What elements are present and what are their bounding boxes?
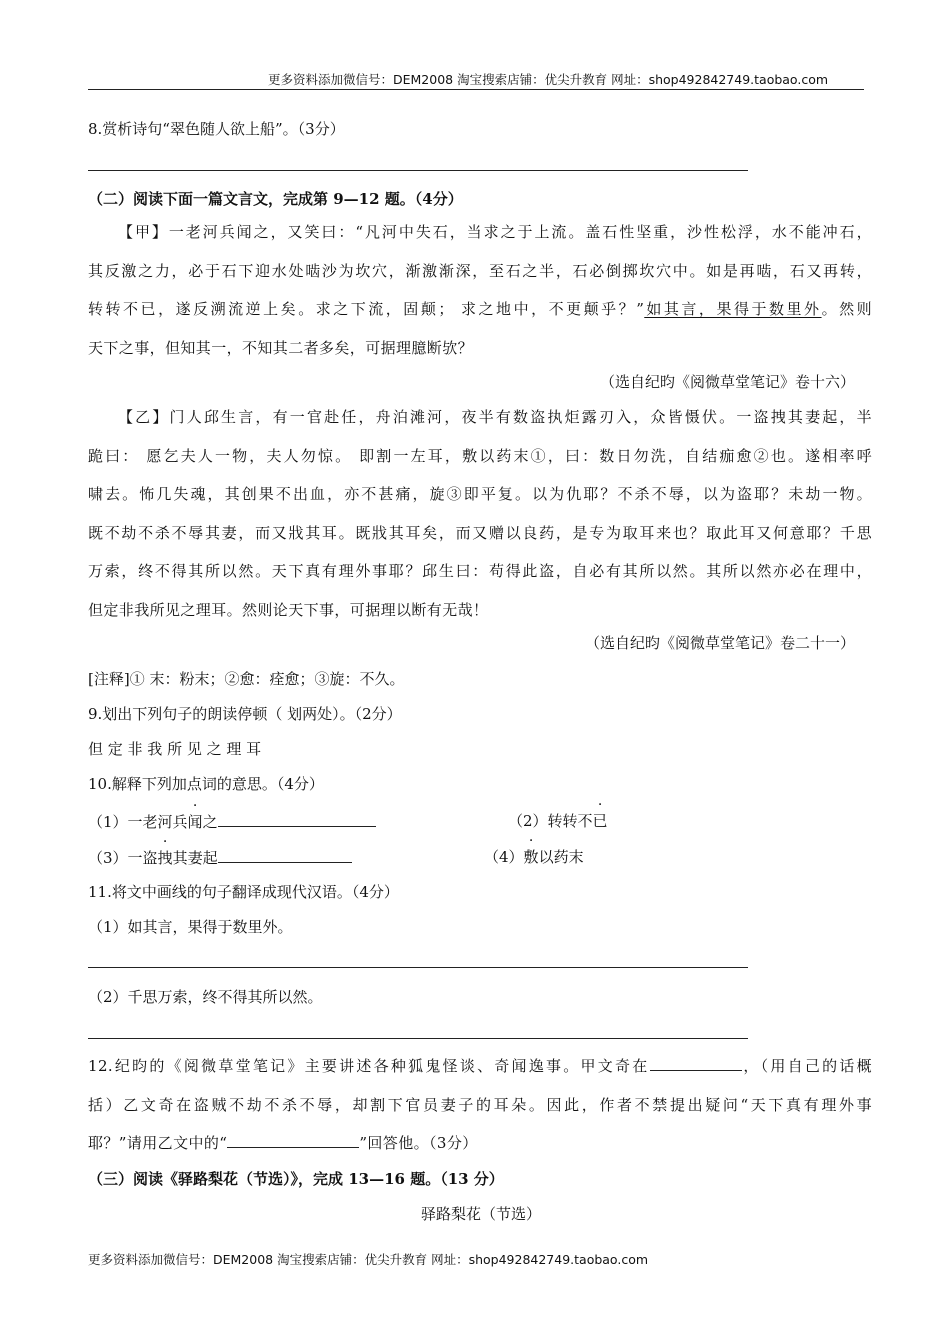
question-11-item-2: （2）千思万索，终不得其所以然。 (88, 988, 323, 1006)
passage-jia-line-3 (88, 290, 872, 329)
passage-jia-line: 天下之事，但知其一，不知其二者多矣，可据理臆断欤？ (88, 338, 474, 357)
question-11: 11.将文中画线的句子翻译成现代汉语。（4分） (88, 883, 399, 901)
answer-blank-q10-1[interactable] (218, 810, 376, 827)
header-rule (88, 89, 864, 90)
question-12-line-3 (88, 1124, 872, 1163)
answer-line-q11-2[interactable] (88, 1038, 748, 1039)
passage-yi-line: 既不劫不杀不辱其妻，而又戕其耳。既戕其耳矣，而又赠以良药，是专为取耳来也？取此耳又何意耶？千思 (88, 523, 872, 542)
answer-line-q8 (88, 170, 748, 171)
section-3-title: （三）阅读《驿路梨花（节选）》，完成 13—16 题。（13 分） (88, 1170, 504, 1188)
question-11-item-1: （1）如其言，果得于数里外。 (88, 918, 293, 936)
question-10: 10.解释下列加点词的意思。（4分） (88, 775, 324, 793)
question-12-line-2: 括）乙文奇在盗贼不劫不杀不辱，却割下官员妻子的耳朵。因此，作者不禁提出疑问“天下真有理外事 (88, 1095, 872, 1114)
passage-yi-line: 啸去。怖几失魂，其创果不出血，亦不甚痛，旋③即平复。以为仇耶？不杀不辱，以为盗耶？未劫一物。 (88, 485, 872, 503)
question-12 (88, 1047, 872, 1163)
passage-jia-line3-post: 。然则 (821, 300, 872, 318)
question-9-sentence: 但 定 非 我 所 见 之 理 耳 (88, 740, 262, 758)
passage-jia-line: 其反激之力，必于石下迎水处啮沙为坎穴，渐激渐深，至石之半，石必倒掷坎穴中。如是再啮，石又再转， (88, 261, 872, 280)
q10-item1-post: 之 (202, 813, 218, 831)
annotations: [注释]① 末：粉末；②愈：痊愈；③旋：不久。 (88, 670, 405, 688)
emphasis-dot-word: 拽 (157, 849, 173, 867)
emphasis-dot-word: 敷 (523, 848, 539, 866)
q10-item1-pre: （1）一老河兵 (88, 813, 188, 831)
question-8: 8.赏析诗句“翠色随人欲上船”。（3分） (88, 120, 345, 138)
passage-jia-line: 【甲】一老河兵闻之，又笑曰：“凡河中失石，当求之于上流。盖石性坚重，沙性松浮，水不能冲石， (118, 223, 872, 241)
header-text: 更多资料添加微信号：DEM2008 淘宝搜索店铺：优尖升教育 网址：shop492842749.taobao.com (268, 72, 829, 87)
q12-line3-post: ”回答他。（3分） (359, 1134, 478, 1152)
emphasis-dot-word: 闻 (187, 813, 203, 831)
passage-yi-line: 跪曰： 愿乞夫人一物，夫人勿惊。 即割一左耳，敷以药末①，曰：数日勿洗，自结痂愈②也。遂相率呼 (88, 446, 872, 465)
passage-jia (88, 213, 872, 367)
q12-line1-post: ，（用自己的话概 (741, 1057, 872, 1075)
passage-yi-line: 【乙】门人邱生言，有一官赴任，舟泊滩河，夜半有数盗执炬露刃入，众皆慑伏。一盗拽其妻起，半 (118, 408, 872, 426)
answer-blank-q12-1[interactable] (650, 1054, 742, 1071)
q12-line1-pre: 12.纪昀的《阅微草堂笔记》主要讲述各种狐鬼怪谈、奇闻逸事。甲文奇在 (88, 1057, 650, 1075)
passage-yi-line: 万索，终不得其所以然。天下真有理外事耶？邱生曰：苟得此盗，自必有其所以然。其所以然亦必在理中， (88, 562, 872, 580)
question-9: 9.划出下列句子的朗读停顿（ 划两处）。（2分） (88, 705, 402, 723)
question-10-item-3 (88, 846, 352, 868)
q10-item3-post: 其妻起 (172, 849, 218, 867)
q10-item2-pre: （2）转转不 (508, 812, 593, 830)
section-3-subtitle: 驿路梨花（节选） (421, 1205, 542, 1223)
q10-item4-post: 以药末 (538, 848, 584, 866)
source-yi: （选自纪昀《阅微草堂笔记》卷二十一） (584, 634, 855, 652)
answer-blank-q10-3[interactable] (218, 846, 352, 863)
question-12-line-1 (88, 1047, 872, 1086)
passage-jia-line3-pre: 转转不已，遂反溯流逆上矣。求之下流，固颠； 求之地中，不更颠乎？” (88, 300, 645, 318)
passage-yi (88, 398, 872, 629)
question-10-item-1 (88, 810, 376, 832)
question-10-item-4 (484, 846, 584, 867)
underlined-sentence: 如其言，果得于数里外 (644, 300, 822, 318)
q10-item4-pre: （4） (484, 848, 524, 866)
answer-line-q11-1[interactable] (88, 967, 748, 968)
q10-item3-pre: （3）一盗 (88, 849, 158, 867)
question-10-item-2 (508, 810, 608, 831)
source-jia: （选自纪昀《阅微草堂笔记》卷十六） (599, 373, 855, 391)
q12-line3-pre: 耶？”请用乙文中的“ (88, 1134, 228, 1152)
answer-blank-q12-2[interactable] (227, 1131, 359, 1148)
emphasis-dot-word: 已 (592, 812, 608, 830)
section-2-title: （二）阅读下面一篇文言文，完成第 9—12 题。（4分） (88, 190, 463, 208)
passage-yi-line: 但定非我所见之理耳。然则论天下事，可据理以断有无哉！ (88, 600, 489, 619)
footer-text: 更多资料添加微信号：DEM2008 淘宝搜索店铺：优尖升教育 网址：shop492842749.taobao.com (88, 1252, 649, 1267)
